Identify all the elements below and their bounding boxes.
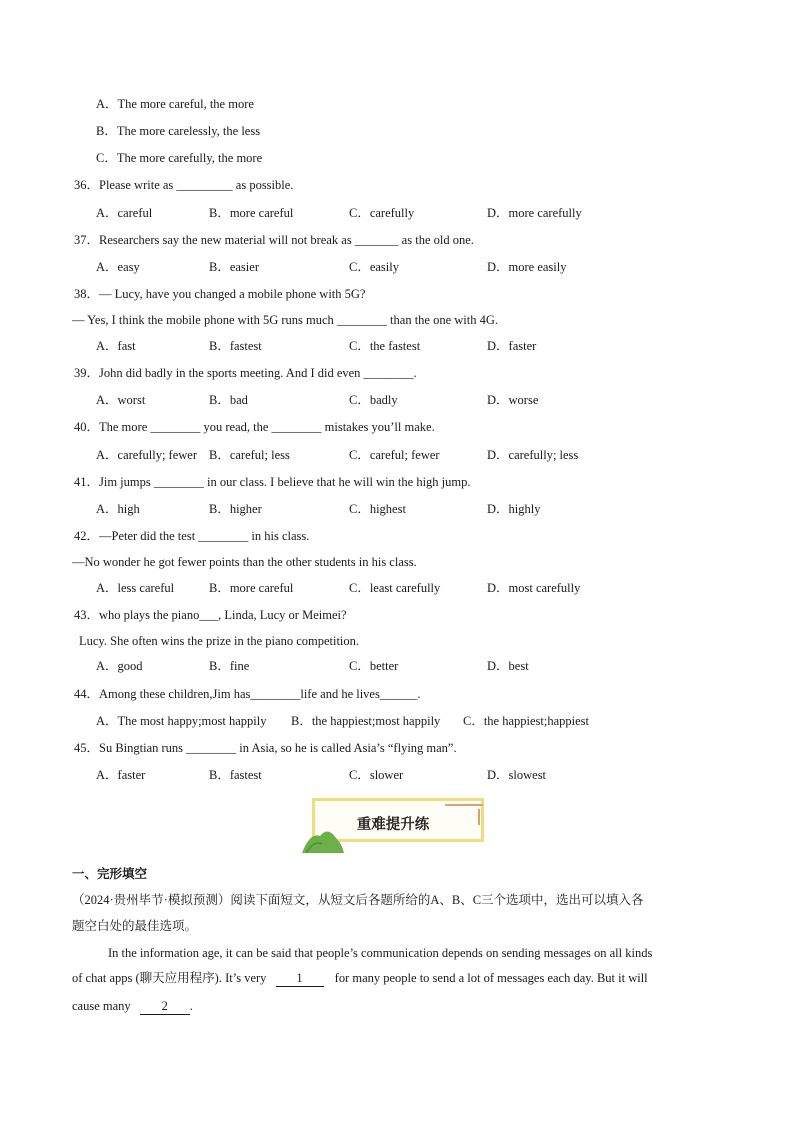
- q45-option-c: C．slower: [349, 768, 404, 782]
- q39-option-d: D．worse: [487, 393, 539, 407]
- q37-option-d: D．more easily: [487, 260, 567, 274]
- q37-stem: 37．Researchers say the new material will not break as _______ as the old one.: [74, 233, 474, 247]
- q36-option-c: C．carefully: [349, 206, 415, 220]
- q41-option-c: C．highest: [349, 502, 406, 516]
- q43-option-c: C．better: [349, 659, 399, 673]
- blank-2[interactable]: 2: [140, 998, 190, 1015]
- q42-stem: 42．—Peter did the test ________ in his class.: [74, 529, 310, 543]
- passage-line2: [72, 970, 648, 987]
- q44-option-b: B．the happiest;most happily: [291, 714, 441, 728]
- q35-option-c: C．The more carefully, the more: [96, 151, 263, 165]
- q42-option-c: C．least carefully: [349, 581, 441, 595]
- banner-title: 重难提升练: [356, 817, 430, 833]
- q43-option-a: A．good: [96, 659, 143, 673]
- q38-option-b: B．fastest: [209, 339, 262, 353]
- passage-line2-start: of chat apps (聊天应用程序). It’s very: [72, 971, 267, 985]
- q37-option-a: A．easy: [96, 260, 140, 274]
- q43-stem: 43．who plays the piano___, Linda, Lucy or Meimei?: [74, 608, 347, 622]
- q42-option-a: A．less careful: [96, 581, 175, 595]
- q41-option-a: A．high: [96, 502, 140, 516]
- q38-stem: 38．— Lucy, have you changed a mobile phone with 5G?: [74, 287, 366, 301]
- q35-option-b: B．The more carelessly, the less: [96, 124, 261, 138]
- q38-option-c: C．the fastest: [349, 339, 421, 353]
- q45-option-b: B．fastest: [209, 768, 262, 782]
- q41-stem: 41．Jim jumps ________ in our class. I believe that he will win the high jump.: [74, 475, 471, 489]
- q43-stem-reply: Lucy. She often wins the prize in the piano competition.: [79, 634, 360, 648]
- q39-option-a: A．worst: [96, 393, 146, 407]
- q42-stem-reply: —No wonder he got fewer points than the other students in his class.: [72, 555, 417, 569]
- passage-line2-end: for many people to send a lot of messages each day. But it will: [334, 971, 648, 985]
- passage-line1: In the information age, it can be said that people’s communication depends on sending messages on all kinds: [108, 946, 653, 960]
- passage-line3: [72, 998, 193, 1015]
- q43-option-b: B．fine: [209, 659, 250, 673]
- banner-decor-tick: [478, 809, 480, 825]
- banner-decor-bar: [445, 804, 483, 806]
- q40-stem: 40．The more ________ you read, the ________ mistakes you’ll make.: [74, 420, 435, 434]
- q45-stem: 45．Su Bingtian runs ________ in Asia, so he is called Asia’s “flying man”.: [74, 741, 457, 755]
- q45-option-a: A．faster: [96, 768, 146, 782]
- section-intro-line2: 题空白处的最佳选项。: [72, 919, 198, 933]
- q41-option-b: B．higher: [209, 502, 262, 516]
- q38-option-d: D．faster: [487, 339, 537, 353]
- q36-stem: 36．Please write as _________ as possible.: [74, 178, 294, 192]
- q37-option-b: B．easier: [209, 260, 259, 274]
- q43-option-d: D．best: [487, 659, 529, 673]
- q41-option-d: D．highly: [487, 502, 541, 516]
- section-intro-line1: （2024·贵州毕节·模拟预测）阅读下面短文，从短文后各题所给的A、B、C三个选项中，选出可以填入各: [72, 893, 644, 907]
- q40-option-a: A．carefully; fewer: [96, 448, 197, 462]
- blank-1[interactable]: 1: [276, 970, 324, 987]
- q42-option-b: B．more careful: [209, 581, 294, 595]
- q37-option-c: C．easily: [349, 260, 399, 274]
- q35-option-a: A．The more careful, the more: [96, 97, 254, 111]
- q40-option-b: B．careful; less: [209, 448, 290, 462]
- passage-line3-start: cause many: [72, 999, 131, 1013]
- q40-option-d: D．carefully; less: [487, 448, 579, 462]
- q39-option-c: C．badly: [349, 393, 398, 407]
- passage-line3-end: .: [189, 999, 193, 1013]
- q39-stem: 39．John did badly in the sports meeting. And I did even ________.: [74, 366, 417, 380]
- q36-option-b: B．more careful: [209, 206, 294, 220]
- q42-option-d: D．most carefully: [487, 581, 581, 595]
- q45-option-d: D．slowest: [487, 768, 547, 782]
- q38-option-a: A．fast: [96, 339, 136, 353]
- q38-stem-reply: — Yes, I think the mobile phone with 5G runs much ________ than the one with 4G.: [72, 313, 499, 327]
- hills-icon: [302, 826, 346, 854]
- section-heading: 一、完形填空: [72, 866, 148, 881]
- q39-option-b: B．bad: [209, 393, 248, 407]
- q44-option-a: A．The most happy;most happily: [96, 714, 267, 728]
- q44-option-c: C．the happiest;happiest: [463, 714, 590, 728]
- q36-option-a: A．careful: [96, 206, 153, 220]
- q36-option-d: D．more carefully: [487, 206, 582, 220]
- q44-stem: 44．Among these children,Jim has________life and he lives______.: [74, 687, 421, 701]
- q40-option-c: C．careful; fewer: [349, 448, 440, 462]
